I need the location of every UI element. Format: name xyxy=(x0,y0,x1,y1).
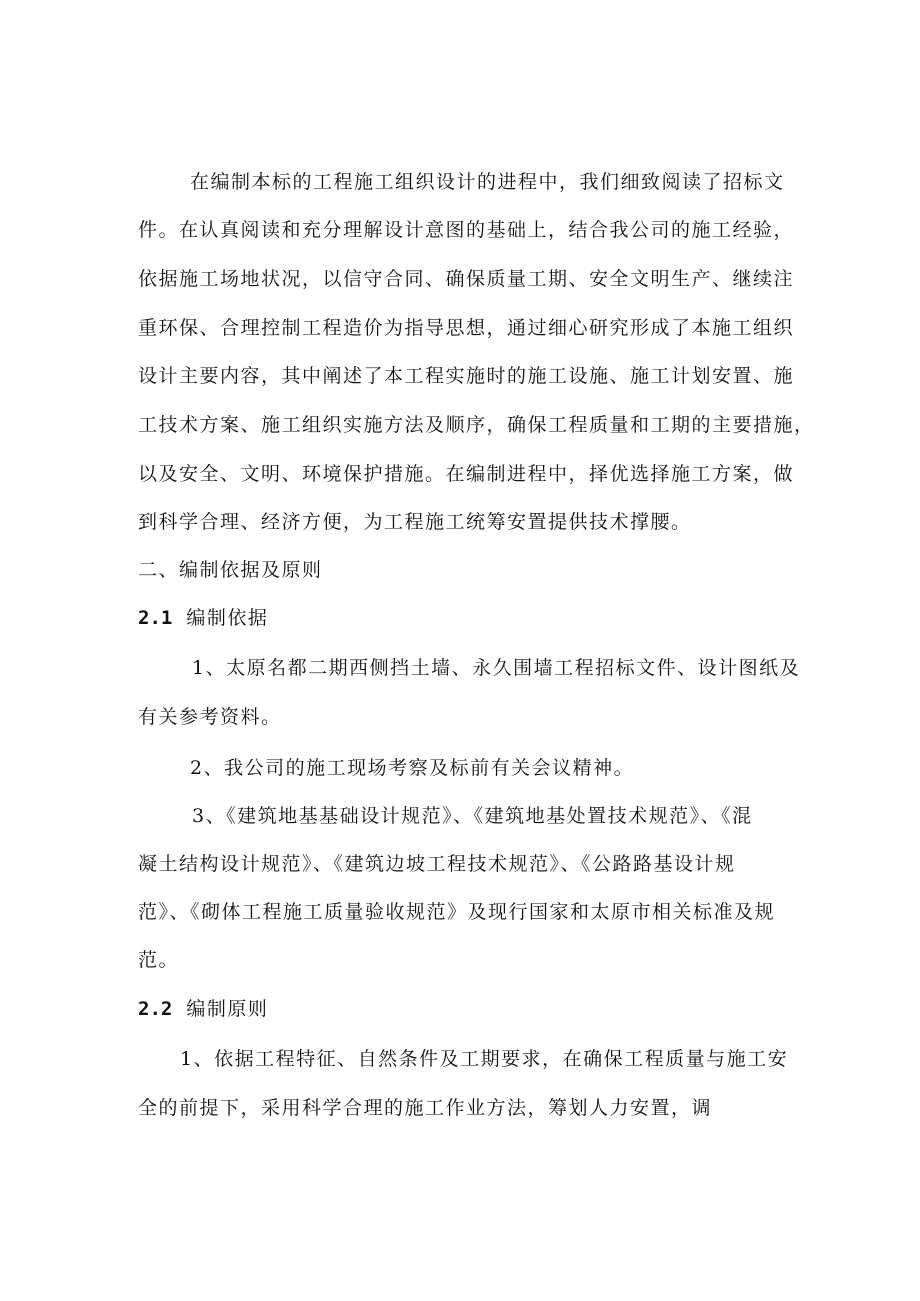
subsection-2-2-heading xyxy=(138,997,268,1021)
intro-line-7: 以及安全、文明、环境保护措施。在编制进程中，择优选择施工方案，做 xyxy=(138,463,795,485)
intro-line-4: 重环保、合理控制工程造价为指导思想，通过细心研究形成了本施工组织 xyxy=(138,317,795,339)
intro-line-5: 设计主要内容，其中阐述了本工程实施时的施工设施、施工计划安置、施 xyxy=(138,365,795,387)
intro-line-8: 到科学合理、经济方便，为工程施工统筹安置提供技术撑腰。 xyxy=(138,511,692,533)
intro-line-2: 件。在认真阅读和充分理解设计意图的基础上，结合我公司的施工经验， xyxy=(138,219,795,241)
subsection-2-1-number: 2.1 xyxy=(138,607,173,629)
subsection-2-1-heading xyxy=(138,606,268,630)
subsection-2-2-title: 编制原则 xyxy=(186,998,269,1020)
intro-line-1: 在编制本标的工程施工组织设计的进程中，我们细致阅读了招标文 xyxy=(190,171,785,193)
basis-3-line-4: 范。 xyxy=(138,949,180,971)
principle-1-line-1: 1、依据工程特征、自然条件及工期要求，在确保工程质量与施工安 xyxy=(180,1048,789,1070)
intro-line-3: 依据施工场地状况，以信守合同、确保质量工期、安全文明生产、继续注 xyxy=(138,268,795,290)
basis-3-line-2: 凝土结构设计规范》、《建筑边坡工程技术规范》、《公路路基设计规 xyxy=(138,853,736,875)
basis-1-line-1: 1、太原名都二期西侧挡土墙、永久围墙工程招标文件、设计图纸及 xyxy=(192,657,801,679)
intro-line-6: 工技术方案、施工组织实施方法及顺序，确保工程质量和工期的主要措施， xyxy=(138,414,815,436)
basis-3-line-3: 范》、《砌体工程施工质量验收规范》及现行国家和太原市相关标准及规 xyxy=(138,901,776,923)
basis-1-line-2: 有关参考资料。 xyxy=(138,706,282,728)
basis-3-line-1: 3、《建筑地基基础设计规范》、《建筑地基处置技术规范》、《混 xyxy=(192,805,753,827)
basis-2-line: 2、我公司的施工现场考察及标前有关会议精神。 xyxy=(190,757,635,779)
section-2-heading: 二、编制依据及原则 xyxy=(138,559,323,581)
subsection-2-1-title: 编制依据 xyxy=(186,607,269,629)
subsection-2-2-number: 2.2 xyxy=(138,998,173,1020)
principle-1-line-2: 全的前提下，采用科学合理的施工作业方法，筹划人力安置，调 xyxy=(138,1097,713,1119)
